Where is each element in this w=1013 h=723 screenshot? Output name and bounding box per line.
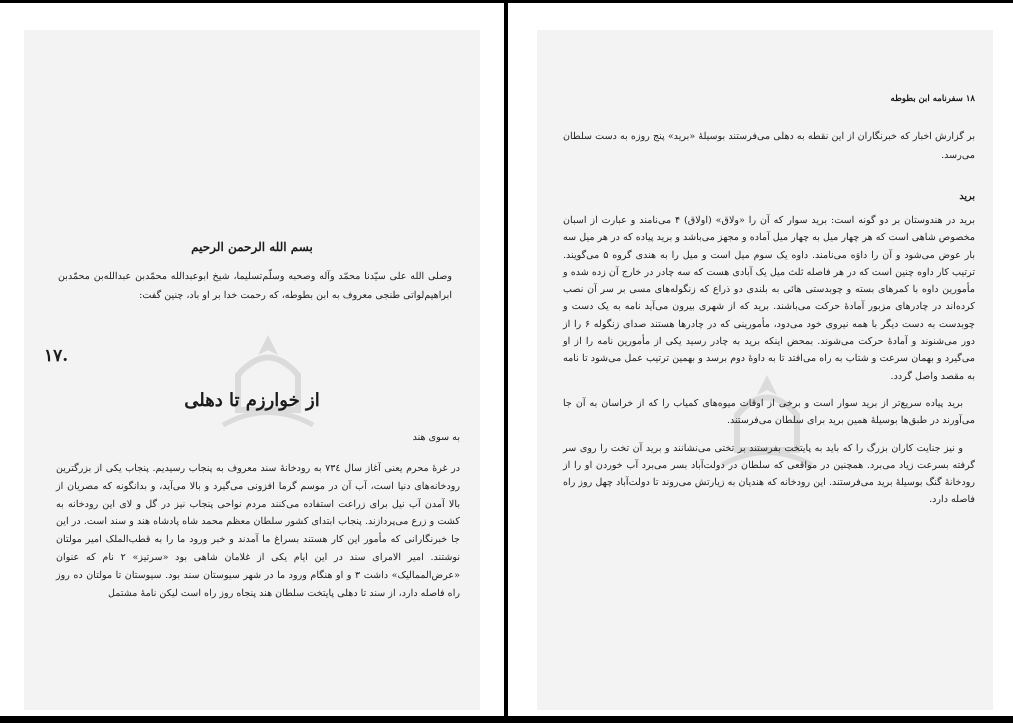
section-subtitle: به سوی هند xyxy=(412,432,460,443)
right-body-text xyxy=(563,212,975,519)
watermark-icon xyxy=(208,330,328,440)
frame-bottom-border xyxy=(0,716,1013,723)
chapter-title: از خوارزم تا دهلی xyxy=(184,390,320,411)
page-gutter-divider xyxy=(504,0,508,723)
running-head: ۱۸ سفرنامه ابن بطوطه xyxy=(890,94,975,104)
left-page xyxy=(24,30,480,710)
right-page xyxy=(537,30,993,710)
basmala-heading: بسم الله الرحمن الرحیم xyxy=(191,240,313,254)
body-paragraph: و نیز جنایت کاران بزرگ را که باید به پایتخت بفرستند بر تختی می‌نشانند و برید آن تخت را روی سر گرفته بسرعت زیاد می‌برد. همچنین در مواقعی که سلطان در دولت‌آباد بسر می‌برد آب خوردن او را از رودخانهٔ گنگ بوسیلهٔ برید می‌فرستند. این رودخانه که هندیان به زیارتش می‌روند تا دولت‌آباد چهل روز راه فاصله دارد. xyxy=(563,442,975,506)
intro-paragraph: بر گزارش اخبار که خبرنگاران از این نقطه به دهلی می‌فرستند بوسیلهٔ «برید» پنج روزه به دست سلطان می‌رسد. xyxy=(563,131,975,161)
body-paragraph: برید پیاده سریع‌تر از برید سوار است و برخی از اوقات میوه‌های کمیاب را که از خراسان به آن جا می‌آورند در طبق‌ها بوسیلهٔ همین برید برای سلطان می‌فرستند. xyxy=(563,397,975,427)
body-paragraph: برید در هندوستان بر دو گونه است: برید سوار که آن را «ولاق» (اولاق) ۴ می‌نامند و عبارت از اسبان مخصوص شاهی است که هر چهار میل به چهار میل آماده و مجهز می‌باشد و برید پیاده که در هر میل سه بار عوض می‌شود و آن را داوَه می‌نامند. داوه یک سوم میل است و میل را به هندی گروه ۵ می‌گویند. ترتیب کار داوه چنین است که در هر فاصله ثلث میل یک آبادی هست که سه چادر در خارج آن زده شده و مأمورین داوه با کمرهای بسته و چوبدستی هائی به بلندی دو ذراع که زنگوله‌های مسی بر سر آن نصب کرده‌اند در چادرهای مزبور آمادهٔ حرکت می‌باشند. برید که از شهری بیرون می‌آید نامه به یک دست و چوبدست به دست دیگر با همه نیروی خود می‌دود، مأمورینی که در چادرها هستند صدای زنگوله ۶ را از دور می‌شنوند و آمادهٔ حرکت می‌شوند. بمحض اینکه برید به چادر رسید یکی از مأمورین نامه را از او می‌گیرد و بهمان سرعت و شتاب به راه می‌افتد تا به داوهٔ دوم برسد و بهمین ترتیب عمل می‌شود تا نامه به مقصد واصل گردد. xyxy=(563,215,976,382)
left-body-paragraph: در غرهٔ محرم یعنی آغاز سال ۷۳٤ به رودخانهٔ سند معروف به پنجاب رسیدیم. پنجاب یکی از بزرگترین رودخانه‌های دنیا است، آب آن در موسم گرما افزونی می‌گیرد و بالا می‌آید، و بدانگونه که مصریان از بالا آمدن آب نیل برای زراعت استفاده می‌کنند مردم نواحی پنجاب نیز در گل و لای این رودخانه به کشت و زرع می‌پردازند. پنجاب ابتدای کشور سلطان معظم محمد شاه پادشاه هند و سند است. در این جا خبرنگارانی که مأمور این کار هستند بسراغ ما آمدند و خبر ورود ما را به قطب‌الملک امیر مولتان نوشتند. امیر الامرای سند در این ایام یکی از غلامان شاهی بود «سرتیز» ۲ نام که عنوان «عرض‌الممالیک» داشت ۳ و او هنگام ورود ما در شهر سیوستان سند بود. سیوستان تا مولتان ده روز راه فاصله دارد، از سند تا دهلی پایتخت سلطان هند پنجاه روز راه است لیکن نامهٔ مشتمل xyxy=(56,463,460,599)
section-heading: برید xyxy=(959,191,975,202)
chapter-number: ۱۷. xyxy=(44,346,69,366)
dedication-paragraph: وصلی الله علی سیّدنا محمّد وآله وصحبه وسلّم‌تسلیما، شیخ ابوعبدالله محمّدبن عبدالله‌بن محمّدبن ابراهیم‌لواتی طنجی معروف به ابن بطوطه، که رحمت خدا بر او باد، چنین گفت: xyxy=(58,271,452,301)
left-body-text xyxy=(56,460,460,602)
